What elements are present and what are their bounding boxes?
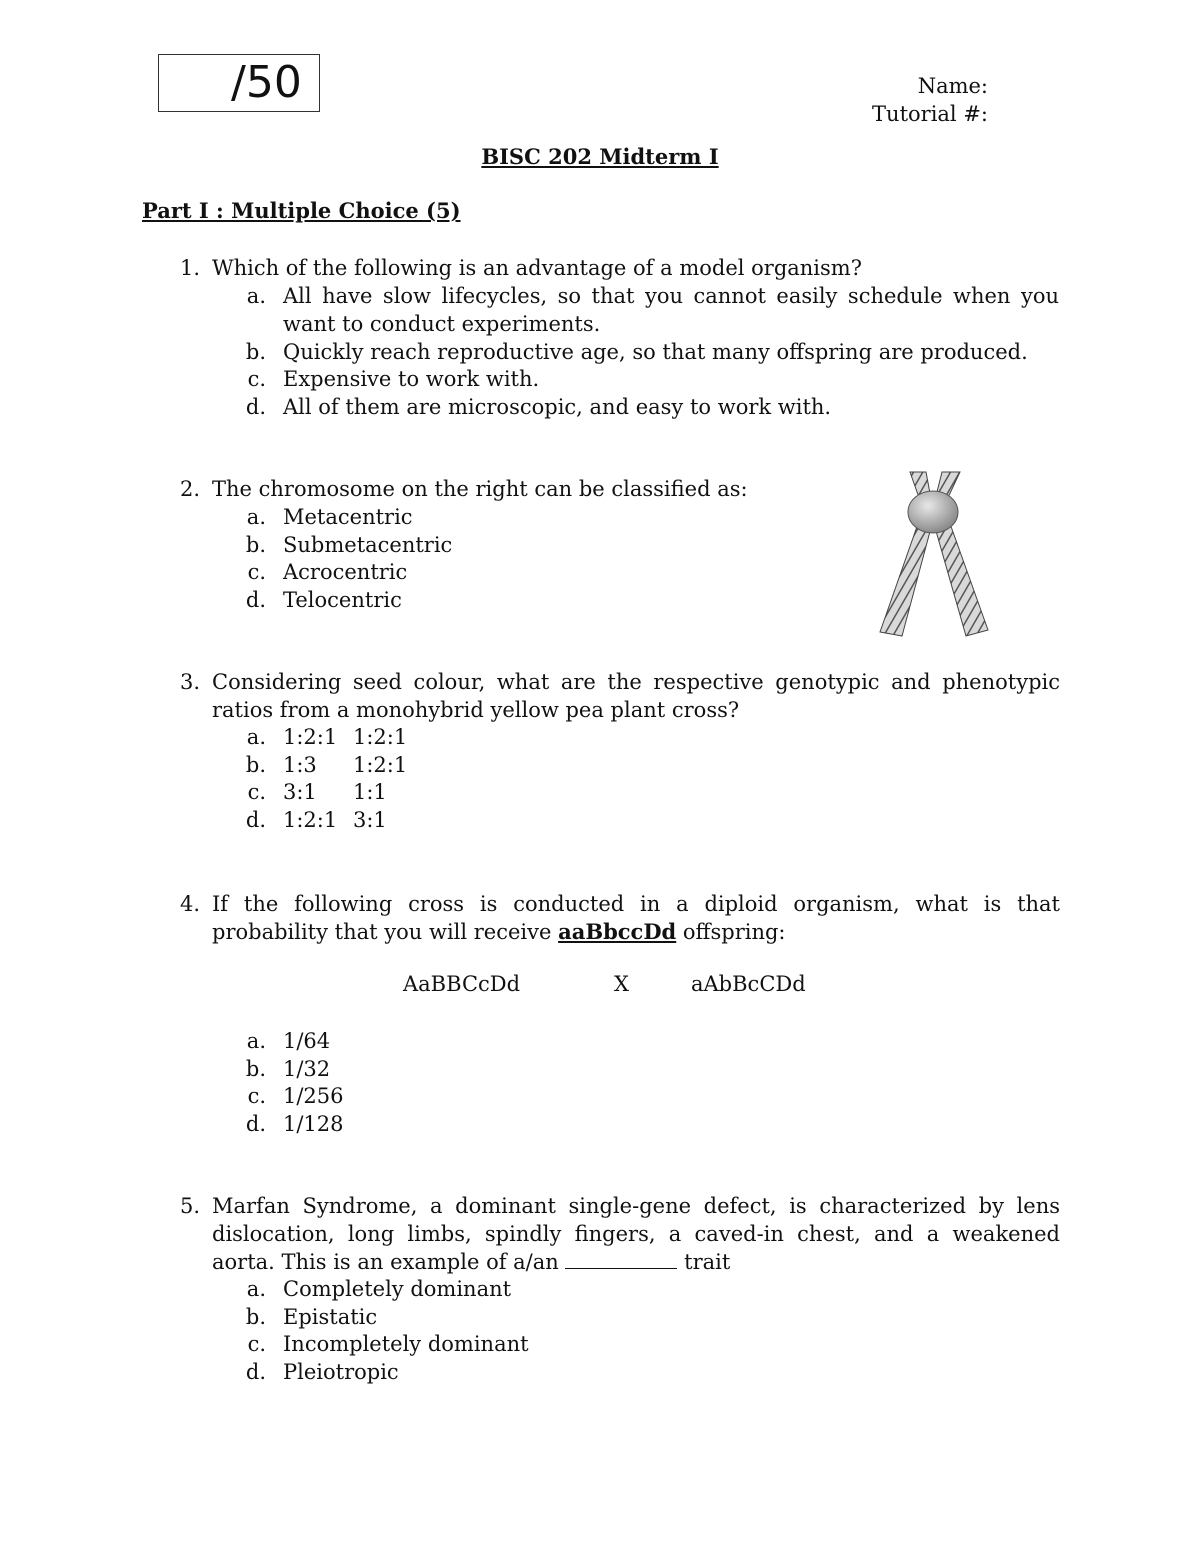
question-number: 5.: [179, 1194, 200, 1218]
option-text: 1/32: [283, 1057, 331, 1081]
question-number: 4.: [179, 892, 200, 916]
tutorial-label: Tutorial #:: [872, 102, 988, 126]
target-genotype: aaBbccDd: [558, 919, 677, 944]
option-text: Epistatic: [283, 1305, 378, 1329]
option-label: c.: [247, 367, 266, 391]
option-label: b.: [245, 533, 266, 557]
option-text: Quickly reach reproductive age, so that many offspring are produced.: [283, 340, 1028, 364]
option-label: a.: [246, 1277, 266, 1301]
genotypic-ratio: 1:2:1: [283, 808, 338, 832]
cross-symbol: X: [614, 972, 629, 996]
name-label: Name:: [917, 74, 988, 98]
chromosome-illustration: [870, 466, 996, 642]
option-text: Telocentric: [283, 588, 402, 612]
genotypic-ratio: 1:3: [283, 753, 317, 777]
answer-blank[interactable]: [565, 1250, 677, 1269]
option-text: Metacentric: [283, 505, 413, 529]
option-label: c.: [247, 1332, 266, 1356]
question-text: Considering seed colour, what are the respective genotypic and phenotypic ratios from a monohybrid yellow pea plant cross?: [212, 670, 1060, 722]
cross-parent-2: aAbBcCDd: [691, 972, 806, 996]
option-label: a.: [246, 1029, 266, 1053]
score-box: [158, 54, 320, 112]
exam-title: BISC 202 Midterm I: [481, 144, 719, 169]
option-label: a.: [246, 725, 266, 749]
option-text: All of them are microscopic, and easy to work with.: [283, 395, 832, 419]
long-arm-right: [934, 518, 988, 636]
option-label: d.: [245, 808, 266, 832]
cross-parent-1: AaBBCcDd: [403, 972, 521, 996]
option-text: Pleiotropic: [283, 1360, 399, 1384]
option-text: 1/64: [283, 1029, 331, 1053]
option-label: b.: [245, 753, 266, 777]
genotypic-ratio: 1:2:1: [283, 725, 338, 749]
option-label: d.: [245, 588, 266, 612]
question-number: 1.: [179, 256, 200, 280]
option-text: 1/256: [283, 1084, 344, 1108]
centromere: [908, 491, 958, 533]
option-text: Incompletely dominant: [283, 1332, 529, 1356]
question-text: Which of the following is an advantage of a model organism?: [212, 256, 862, 280]
option-label: c.: [247, 560, 266, 584]
question-text: [212, 890, 1060, 946]
genotypic-ratio: 3:1: [283, 780, 317, 804]
question-text: The chromosome on the right can be classified as:: [212, 477, 748, 501]
option-label: b.: [245, 340, 266, 364]
option-label: b.: [245, 1305, 266, 1329]
option-label: c.: [247, 780, 266, 804]
option-text: Expensive to work with.: [283, 367, 540, 391]
option-text: 1/128: [283, 1112, 344, 1136]
option-text: Completely dominant: [283, 1277, 512, 1301]
phenotypic-ratio: 1:1: [353, 780, 387, 804]
option-label: c.: [247, 1084, 266, 1108]
phenotypic-ratio: 3:1: [353, 808, 387, 832]
option-label: a.: [246, 284, 266, 308]
phenotypic-ratio: 1:2:1: [353, 753, 408, 777]
option-text: Submetacentric: [283, 533, 453, 557]
question-number: 2.: [179, 477, 200, 501]
question-text: [212, 1192, 1060, 1276]
score-total: /50: [231, 57, 302, 108]
question-text-part: offspring:: [676, 920, 786, 944]
option-text: All have slow lifecycles, so that you cannot easily schedule when you want to conduct experiments.: [283, 284, 1059, 336]
question-text-part: If the following cross is conducted in a diploid organism, what is that probability that you will receive: [212, 892, 1060, 944]
option-text: Acrocentric: [283, 560, 408, 584]
question-text-part: trait: [677, 1250, 731, 1274]
long-arm-left: [880, 518, 932, 636]
option-label: d.: [245, 395, 266, 419]
section-heading: Part I : Multiple Choice (5): [142, 198, 461, 223]
option-label: a.: [246, 505, 266, 529]
option-label: b.: [245, 1057, 266, 1081]
question-number: 3.: [179, 670, 200, 694]
phenotypic-ratio: 1:2:1: [353, 725, 408, 749]
question-text-part: Marfan Syndrome, a dominant single-gene defect, is characterized by lens dislocation, long limbs, spindly fingers, a caved-in chest, and a weakened aorta. This is an example of a/an: [212, 1194, 1060, 1274]
option-label: d.: [245, 1360, 266, 1384]
option-label: d.: [245, 1112, 266, 1136]
